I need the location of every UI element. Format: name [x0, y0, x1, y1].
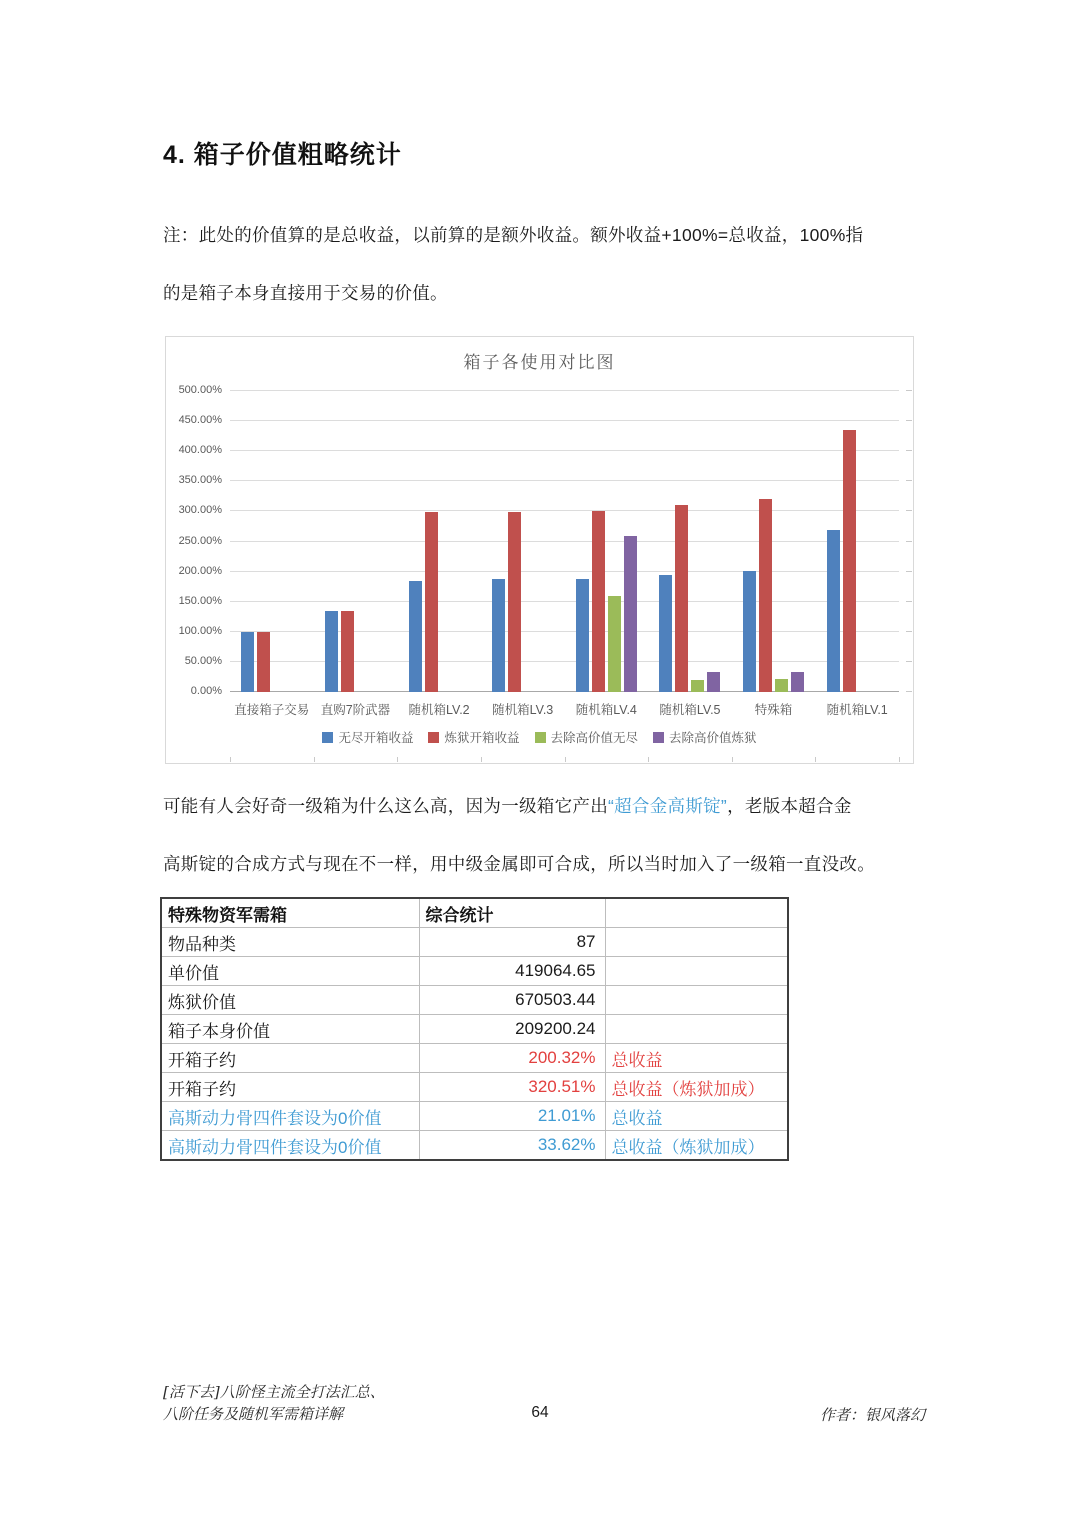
legend-item [653, 728, 757, 746]
table-row [161, 1044, 788, 1073]
table-cell: 总收益 [605, 1044, 788, 1073]
bottom-axis-tick [565, 757, 566, 762]
stats-table-body [161, 898, 788, 1160]
y-axis-tick-label: 150.00% [178, 594, 222, 607]
y-axis-tick-label: 350.00% [178, 474, 222, 487]
bottom-axis-tick [732, 757, 733, 762]
right-axis-tick [906, 631, 912, 632]
right-axis-tick [906, 450, 912, 451]
table-cell: 209200.24 [419, 1015, 605, 1044]
right-axis-tick [906, 541, 912, 542]
legend-item [535, 728, 639, 746]
bar-去除高价值炼狱-随机箱LV.5 [707, 672, 720, 693]
table-cell: 单价值 [161, 957, 419, 986]
y-axis-tick-label: 500.00% [178, 384, 222, 396]
legend-swatch-icon [428, 732, 439, 743]
bar-炼狱开箱收益-直接箱子交易 [257, 632, 270, 692]
bar-无尽开箱收益-随机箱LV.1 [827, 530, 840, 693]
bar-去除高价值无尽-随机箱LV.4 [608, 596, 621, 692]
legend-label: 去除高价值无尽 [550, 731, 639, 745]
x-axis-category-label: 随机箱LV.3 [492, 703, 554, 717]
legend-swatch-icon [322, 732, 333, 743]
x-axis-category-label: 特殊箱 [754, 703, 793, 717]
legend-label: 炼狱开箱收益 [444, 731, 520, 745]
bottom-axis-tick [397, 757, 398, 762]
x-axis-category-label: 直购7阶武器 [320, 703, 391, 717]
y-axis-tick-label: 100.00% [178, 624, 222, 637]
legend-swatch-icon [653, 732, 664, 743]
stats-table [160, 897, 789, 1161]
y-axis-tick-label: 400.00% [178, 444, 222, 457]
right-axis-tick [906, 510, 912, 511]
table-cell: 200.32% [419, 1044, 605, 1073]
note-paragraph-line-1: 注：此处的价值算的是总收益，以前算的是额外收益。额外收益+100%=总收益，100%指 [163, 225, 864, 245]
right-axis-tick [906, 571, 912, 572]
gridline [230, 510, 899, 511]
gridline [230, 601, 899, 602]
comment-text-pre: 可能有人会好奇一级箱为什么这么高，因为一级箱它产出 [163, 796, 608, 816]
right-axis-tick [906, 661, 912, 662]
chart-title: 箱子各使用对比图 [463, 353, 616, 372]
x-axis-category-label: 直接箱子交易 [234, 703, 310, 717]
right-axis-tick [906, 480, 912, 481]
legend-label: 无尽开箱收益 [338, 731, 414, 745]
comment-paragraph-line-2: 高斯锭的合成方式与现在不一样，用中级金属即可合成，所以当时加入了一级箱一直没改。 [163, 854, 875, 874]
bar-炼狱开箱收益-直购7阶武器 [341, 611, 354, 692]
right-axis-tick [906, 691, 912, 692]
table-cell [605, 957, 788, 986]
table-row [161, 1073, 788, 1102]
section-heading: 4. 箱子价值粗略统计 [163, 141, 402, 169]
bottom-axis-tick [815, 757, 816, 762]
table-cell [605, 986, 788, 1015]
y-axis-tick-label: 200.00% [178, 564, 222, 577]
y-axis-tick-label: 0.00% [190, 685, 222, 697]
table-header-cell: 综合统计 [419, 898, 605, 928]
right-axis-tick [906, 601, 912, 602]
chart-plot-area [178, 384, 899, 717]
footer-title-line-2: 八阶任务及随机军需箱详解 [163, 1405, 344, 1423]
bar-无尽开箱收益-特殊箱 [743, 571, 756, 692]
gridline [230, 450, 899, 451]
x-axis-category-label: 随机箱LV.1 [826, 703, 888, 717]
bar-无尽开箱收益-随机箱LV.5 [659, 575, 672, 692]
legend-item [322, 728, 413, 746]
bottom-axis-tick [899, 757, 900, 762]
table-row [161, 1102, 788, 1131]
table-cell: 开箱子约 [161, 1044, 419, 1073]
gridline [230, 480, 899, 481]
table-cell: 开箱子约 [161, 1073, 419, 1102]
table-header-cell: 特殊物资军需箱 [161, 898, 419, 928]
bottom-axis-tick [481, 757, 482, 762]
gridline [230, 420, 899, 421]
table-cell: 物品种类 [161, 928, 419, 957]
table-cell: 33.62% [419, 1131, 605, 1161]
table-cell: 总收益 [605, 1102, 788, 1131]
bottom-axis-tick [314, 757, 315, 762]
legend-swatch-icon [535, 732, 546, 743]
gridline [230, 571, 899, 572]
chart-legend [166, 728, 913, 746]
bottom-axis-tick [230, 757, 231, 762]
legend-item [428, 728, 519, 746]
bar-炼狱开箱收益-随机箱LV.4 [592, 511, 605, 692]
bar-无尽开箱收益-直接箱子交易 [241, 632, 254, 692]
x-axis-category-label: 随机箱LV.5 [659, 703, 721, 717]
table-cell [605, 1015, 788, 1044]
bar-无尽开箱收益-随机箱LV.3 [492, 579, 505, 692]
table-cell: 总收益（炼狱加成） [605, 1073, 788, 1102]
right-axis-tick [906, 420, 912, 421]
table-row [161, 1131, 788, 1161]
bar-去除高价值炼狱-特殊箱 [791, 672, 804, 692]
table-row [161, 928, 788, 957]
table-cell: 670503.44 [419, 986, 605, 1015]
table-row [161, 1015, 788, 1044]
x-axis-category-label: 随机箱LV.2 [408, 703, 470, 717]
bar-去除高价值无尽-特殊箱 [775, 679, 788, 692]
footer-title-line-1: [活下去]八阶怪主流全打法汇总、 [163, 1383, 385, 1401]
footer-author: 作者：银风落幻 [819, 1406, 925, 1424]
x-axis-category-label: 随机箱LV.4 [575, 703, 637, 717]
table-cell [605, 928, 788, 957]
bar-去除高价值无尽-随机箱LV.5 [691, 680, 704, 692]
bar-炼狱开箱收益-随机箱LV.3 [508, 512, 521, 692]
bar-炼狱开箱收益-特殊箱 [759, 499, 772, 692]
highlighted-item-name: “超合金高斯锭” [608, 796, 728, 816]
table-cell: 419064.65 [419, 957, 605, 986]
table-row [161, 986, 788, 1015]
table-header-cell [605, 898, 788, 928]
y-axis-tick-label: 50.00% [184, 654, 222, 667]
table-cell: 总收益（炼狱加成） [605, 1131, 788, 1161]
bar-无尽开箱收益-随机箱LV.2 [409, 581, 422, 692]
gridline [230, 390, 899, 391]
bar-去除高价值炼狱-随机箱LV.4 [624, 536, 637, 692]
table-cell: 21.01% [419, 1102, 605, 1131]
bottom-axis-tick [648, 757, 649, 762]
bar-炼狱开箱收益-随机箱LV.5 [675, 505, 688, 692]
right-axis-tick [906, 390, 912, 391]
table-cell: 炼狱价值 [161, 986, 419, 1015]
y-axis-tick-label: 450.00% [178, 414, 222, 427]
y-axis-tick-label: 300.00% [178, 504, 222, 517]
gridline [230, 541, 899, 542]
comment-text-post: ，老版本超合金 [727, 796, 852, 816]
table-cell: 箱子本身价值 [161, 1015, 419, 1044]
table-cell: 高斯动力骨四件套设为0价值 [161, 1131, 419, 1161]
table-cell: 87 [419, 928, 605, 957]
table-cell: 高斯动力骨四件套设为0价值 [161, 1102, 419, 1131]
table-row [161, 957, 788, 986]
page-number: 64 [531, 1404, 549, 1421]
legend-label: 去除高价值炼狱 [669, 731, 757, 745]
bar-炼狱开箱收益-随机箱LV.2 [425, 512, 438, 692]
bar-炼狱开箱收益-随机箱LV.1 [843, 430, 856, 692]
table-cell: 320.51% [419, 1073, 605, 1102]
note-paragraph-line-2: 的是箱子本身直接用于交易的价值。 [163, 283, 448, 303]
y-axis-tick-label: 250.00% [178, 534, 222, 547]
chart [165, 336, 914, 764]
table-header-row [161, 898, 788, 928]
bar-无尽开箱收益-随机箱LV.4 [576, 579, 589, 692]
bar-无尽开箱收益-直购7阶武器 [325, 611, 338, 692]
comment-paragraph-line-1 [163, 793, 927, 818]
